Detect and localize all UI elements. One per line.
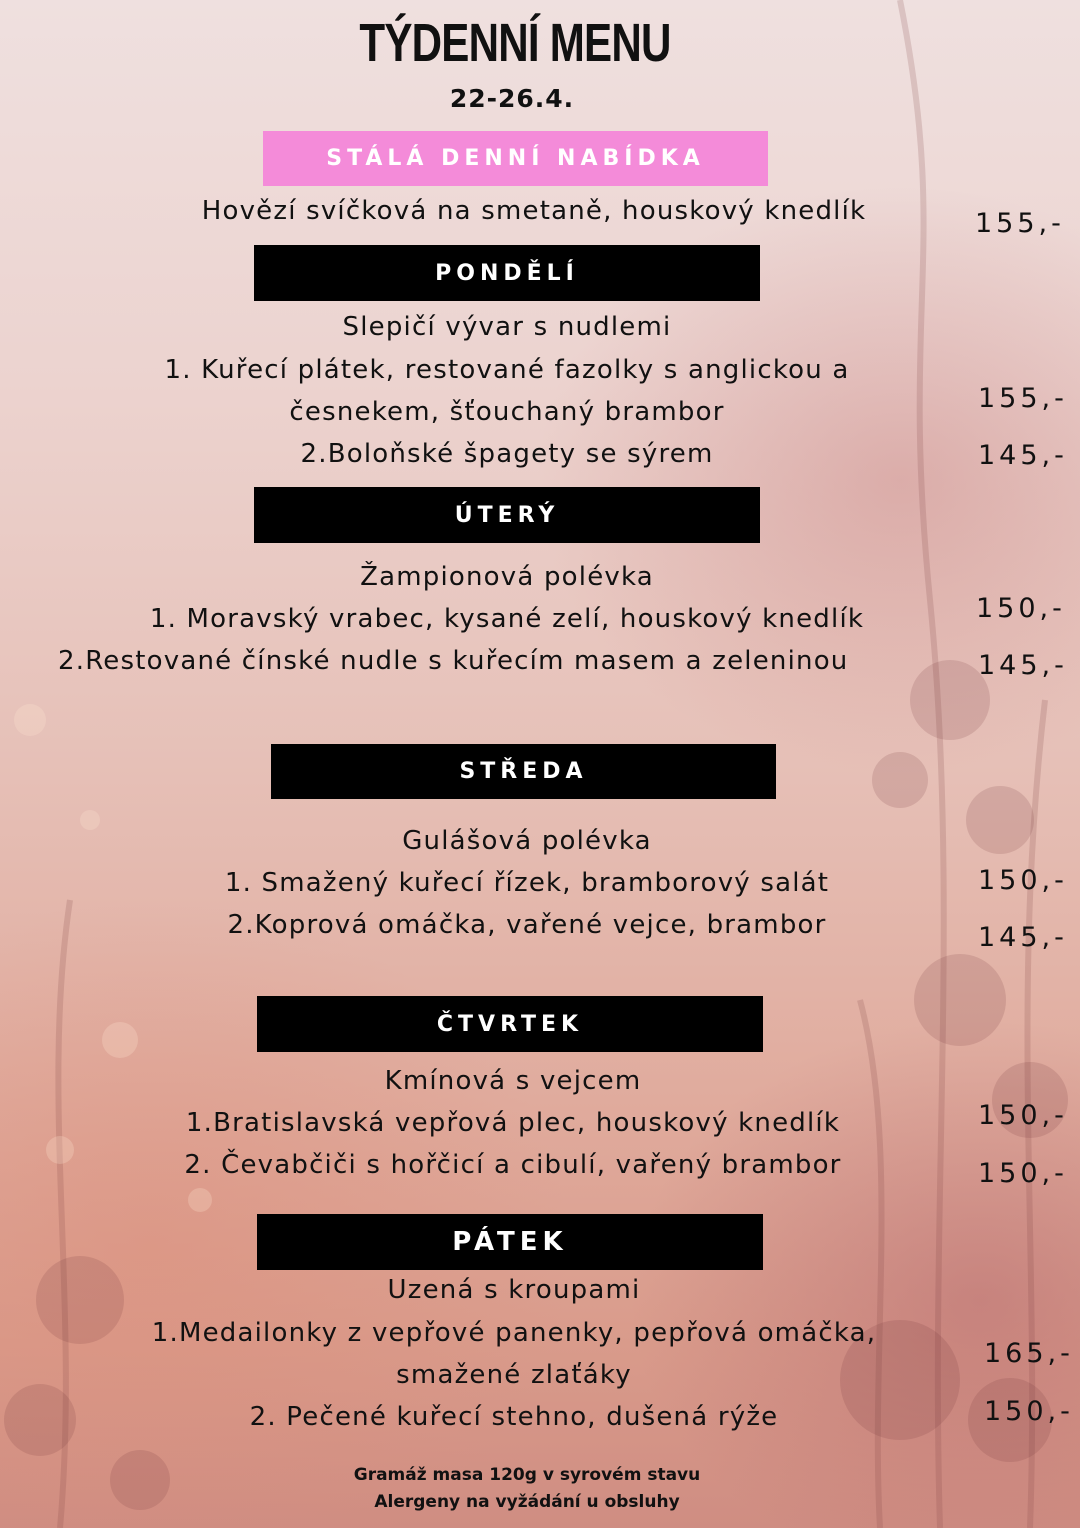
monday-dish-1-price: 155,- — [978, 383, 1068, 414]
tuesday-dish-1-price: 150,- — [976, 593, 1066, 624]
friday-dish-1-price: 165,- — [984, 1338, 1074, 1369]
footer-allergens-note: Alergeny na vyžádání u obsluhy — [374, 1492, 680, 1512]
thursday-dish-2: 2. Čevabčiči s hořčicí a cibulí, vařený brambor — [184, 1150, 842, 1180]
wednesday-dish-2: 2.Koprová omáčka, vařené vejce, brambor — [227, 910, 827, 940]
footer-meat-weight-note: Gramáž masa 120g v syrovém stavu — [353, 1465, 701, 1485]
tuesday-soup: Žampionová polévka — [360, 562, 654, 592]
wednesday-heading: STŘEDA — [271, 744, 776, 799]
tuesday-dish-2-price: 145,- — [978, 650, 1068, 681]
tuesday-dish-1: 1. Moravský vrabec, kysané zelí, houskový knedlík — [149, 604, 865, 634]
friday-dish-1-line-1: 1.Medailonky z vepřové panenky, pepřová omáčka, — [151, 1318, 877, 1348]
friday-soup: Uzená s kroupami — [387, 1275, 641, 1305]
friday-dish-1-line-2: smažené zlaťáky — [396, 1360, 632, 1390]
standing-offer-price: 155,- — [975, 208, 1065, 239]
friday-dish-2-price: 150,- — [984, 1396, 1074, 1427]
thursday-dish-1: 1.Bratislavská vepřová plec, houskový knedlík — [185, 1108, 841, 1138]
menu-date-range: 22-26.4. — [449, 84, 575, 113]
thursday-soup: Kmínová s vejcem — [384, 1066, 642, 1096]
wednesday-dish-1: 1. Smažený kuřecí řízek, bramborový salát — [224, 868, 830, 898]
wednesday-dish-1-price: 150,- — [978, 865, 1068, 896]
thursday-heading: ČTVRTEK — [257, 996, 763, 1052]
monday-dish-2-price: 145,- — [978, 440, 1068, 471]
friday-dish-2: 2. Pečené kuřecí stehno, dušená rýže — [249, 1402, 779, 1432]
monday-dish-2: 2.Boloňské špagety se sýrem — [300, 439, 714, 469]
wednesday-soup: Gulášová polévka — [402, 826, 652, 856]
monday-dish-1-line-2: česnekem, šťouchaný brambor — [289, 397, 725, 427]
wednesday-dish-2-price: 145,- — [978, 922, 1068, 953]
standing-offer-heading: STÁLÁ DENNÍ NABÍDKA — [263, 131, 768, 186]
friday-heading: PÁTEK — [257, 1214, 763, 1270]
monday-soup: Slepičí vývar s nudlemi — [342, 312, 672, 342]
menu-title: TÝDENNÍ MENU — [359, 13, 671, 73]
tuesday-dish-2: 2.Restované čínské nudle s kuřecím masem a zeleninou — [58, 646, 849, 676]
tuesday-heading: ÚTERÝ — [254, 487, 760, 543]
thursday-dish-1-price: 150,- — [978, 1100, 1068, 1131]
monday-dish-1-line-1: 1. Kuřecí plátek, restované fazolky s anglickou a — [164, 355, 850, 385]
monday-heading: PONDĚLÍ — [254, 245, 760, 301]
standing-offer-dish: Hovězí svíčková na smetaně, houskový knedlík — [201, 196, 867, 226]
thursday-dish-2-price: 150,- — [978, 1158, 1068, 1189]
